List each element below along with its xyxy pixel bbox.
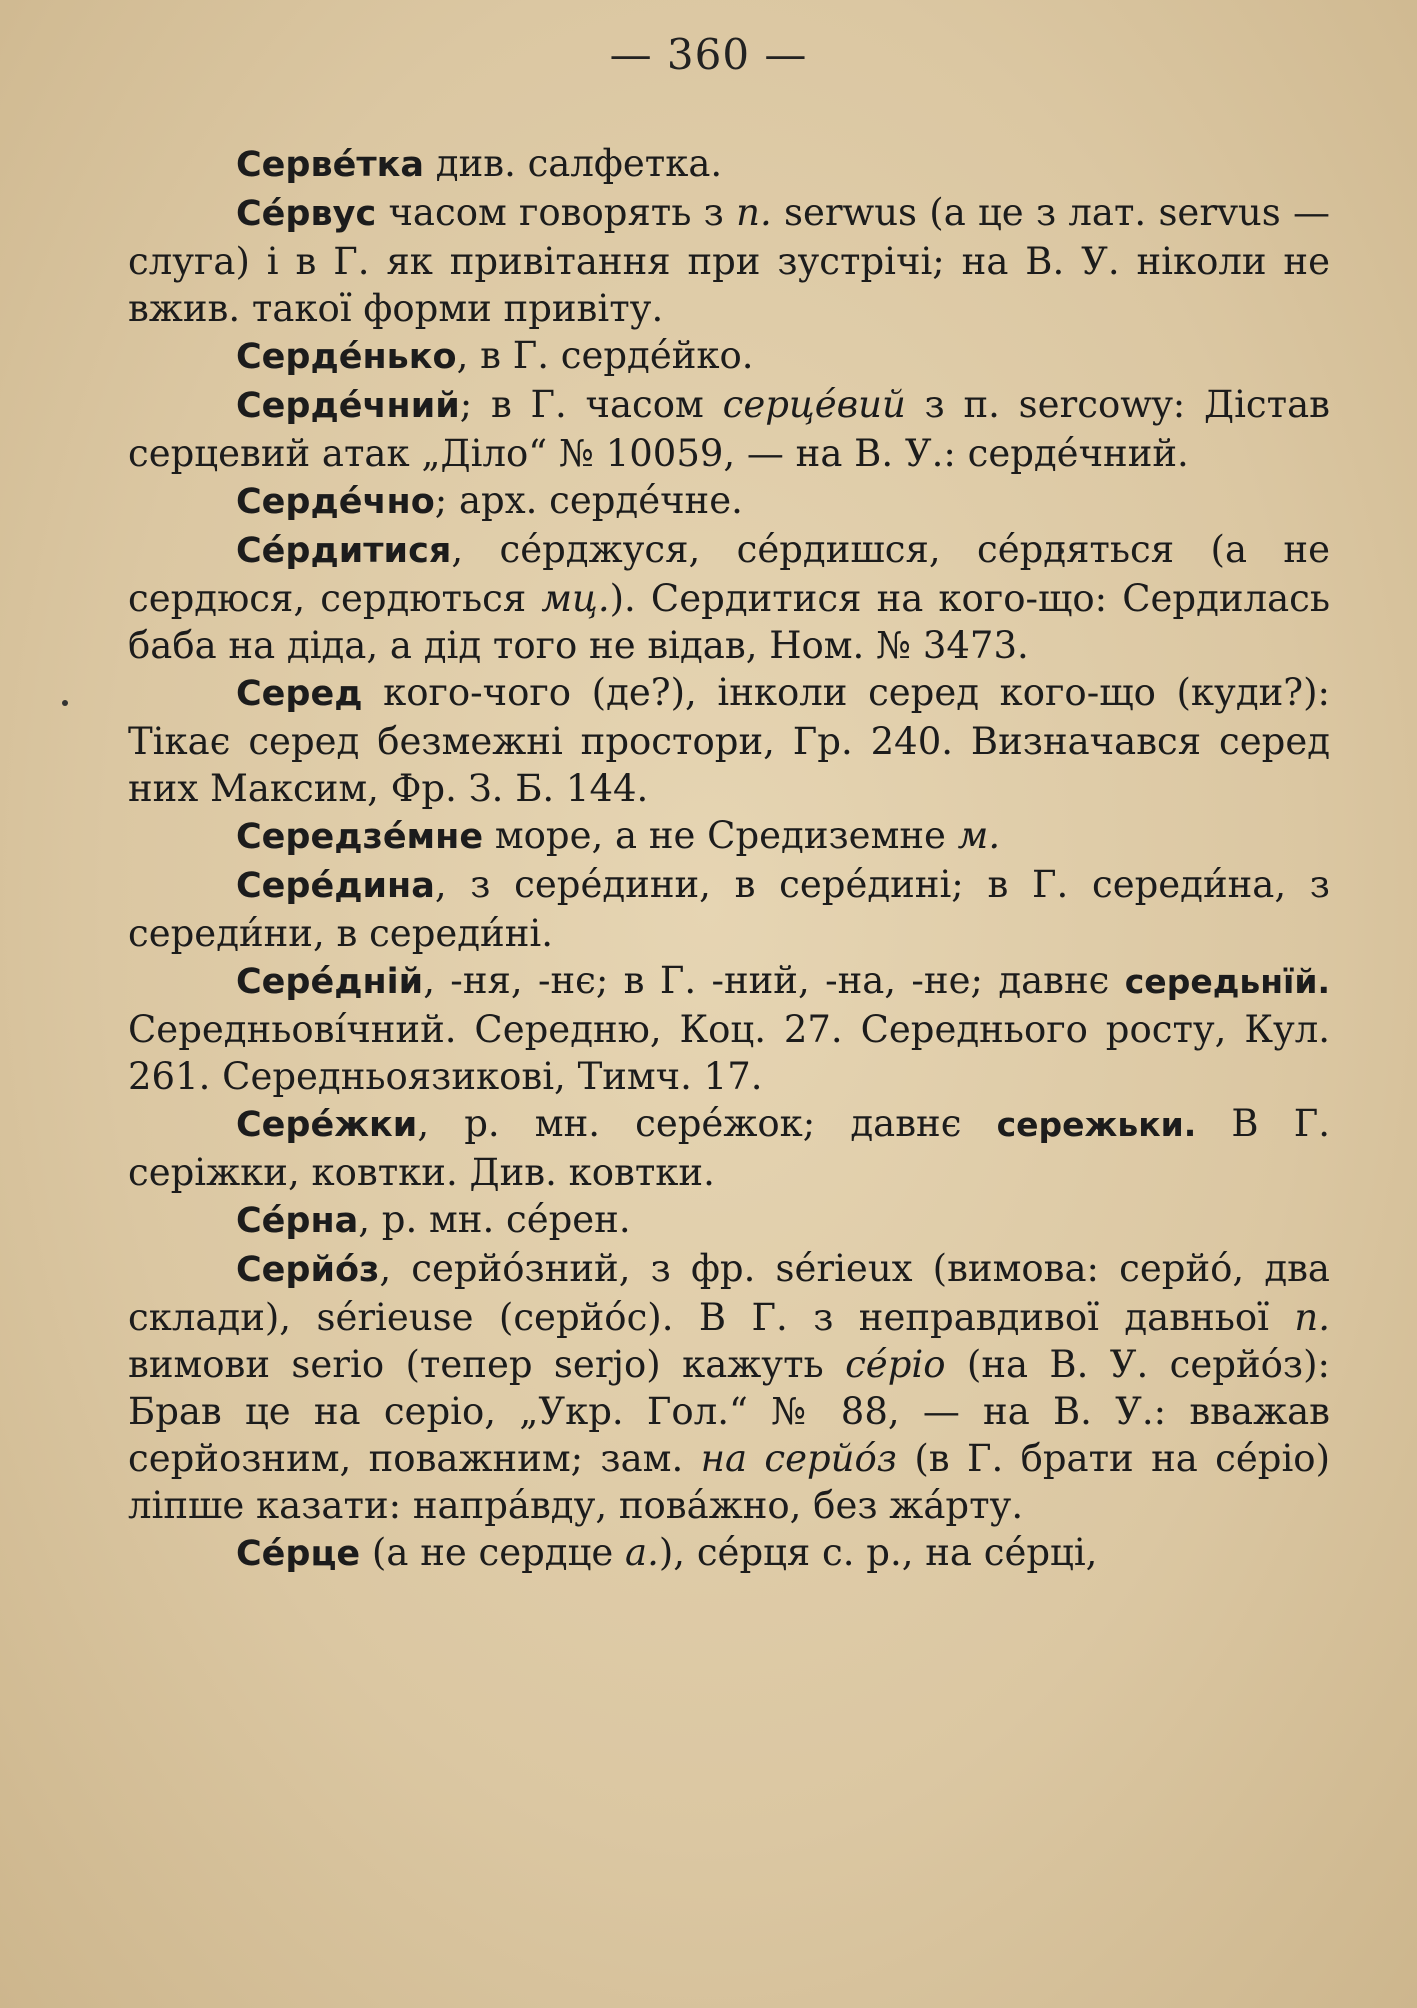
entry-text: див. салфетка. <box>424 142 723 185</box>
entry-headword: Середзе́мне <box>236 817 484 857</box>
entry-text: ), се́рця с. р., на се́рці, <box>658 1531 1098 1574</box>
entry-headword: Се́рце <box>236 1534 361 1574</box>
entry-headword: Се́рна <box>236 1201 359 1241</box>
entry-text: , в Г. серде́йко. <box>456 334 754 377</box>
entry-old-form: середьнїй. <box>1124 962 1330 1001</box>
entry-text: , серйо́зний, з фр. sérieux (вимова: серйо́, два склади), sérieuse (серйо́с). В Г. з неправдивої давньої <box>128 1247 1330 1339</box>
entry-text: ; арх. серде́чне. <box>434 479 743 522</box>
page-number: — 360 — <box>609 30 808 79</box>
dictionary-entry <box>128 140 1330 189</box>
entry-text: (в Г. брати на се́ріо) ліпше казати: напра́вду, пова́жно, без жа́рту. <box>128 1437 1331 1527</box>
dictionary-entry <box>128 332 1330 381</box>
entry-italic-abbrev: п. <box>736 191 772 234</box>
entry-text: serwus (а це з лат. servus — слуга) і в Г. як привітання при зустрічі; на В. У. ніколи не вжив. такої форми привіту. <box>128 191 1330 330</box>
dictionary-entry <box>128 1196 1330 1245</box>
dictionary-entry <box>128 1529 1330 1578</box>
dictionary-entry <box>128 957 1330 1100</box>
entry-headword: Серде́чно <box>236 482 435 522</box>
entry-headword: Се́рдитися <box>236 531 452 571</box>
entry-headword: Сере́жки <box>236 1105 418 1145</box>
entry-italic-abbrev: на серйо́з <box>700 1437 897 1480</box>
entry-text: вимови serio (тепер serjo) кажуть <box>128 1343 846 1386</box>
entry-text: , з сере́дини, в сере́дині; в Г. середи́на, з середи́ни, в середи́ні. <box>128 863 1330 955</box>
dictionary-entry <box>128 1100 1330 1196</box>
dictionary-entry <box>128 189 1330 332</box>
dictionary-entry <box>128 526 1330 669</box>
entry-headword: Серде́чний <box>236 386 460 426</box>
entry-headword: Серйо́з <box>236 1250 380 1290</box>
entry-headword: Сере́дина <box>236 866 435 906</box>
entry-italic-abbrev: серце́вий <box>722 383 906 426</box>
entry-italic-abbrev: а. <box>625 1531 659 1574</box>
dictionary-entry <box>128 669 1330 812</box>
dictionary-entry <box>128 1245 1330 1529</box>
entry-text: , р. мн. се́рен. <box>358 1198 631 1241</box>
entry-headword: Серед <box>236 674 363 714</box>
dictionary-entry <box>128 477 1330 526</box>
dictionary-entry <box>128 812 1330 861</box>
entry-italic-abbrev: се́ріо <box>845 1343 946 1386</box>
entry-headword: Серве́тка <box>236 145 425 185</box>
dictionary-entry <box>128 381 1330 477</box>
entry-text: з п. sercowy: Дістав серцевий атак „Діло“ № 10059, — на В. У.: серде́чний. <box>128 383 1330 475</box>
entry-text: ). Сердитися на кого-що: Сердилась баба на діда, а дід того не відав, Ном. № 3473. <box>128 577 1330 667</box>
entry-italic-abbrev: п. <box>1294 1296 1330 1339</box>
dictionary-entry <box>128 861 1330 957</box>
entry-text: (на В. У. серйо́з): Брав це на серіо, „Укр. Гол.“ № 88, — на В. У.: вважав серйозним, поважним; зам. <box>128 1343 1330 1480</box>
entry-text: , -ня, -нє; в Г. -ний, -на, -не; давнє <box>423 959 1125 1002</box>
entry-text: В Г. серіжки, ковтки. Див. ковтки. <box>128 1102 1330 1194</box>
entry-text: море, а не Средиземне <box>483 814 958 857</box>
entry-headword: Се́рвус <box>236 194 377 234</box>
entry-old-form: сережьки. <box>996 1105 1197 1144</box>
entry-text: ; в Г. часом <box>459 383 723 426</box>
entry-text: часом говорять з <box>376 191 737 234</box>
dictionary-entries <box>128 140 1330 1578</box>
entry-text: кого-чого (де?), інколи серед кого-що (куди?): Тікає серед безмежні простори, Гр. 240. Визначався серед них Максим, Фр. З. Б. 144. <box>128 671 1330 810</box>
entry-text: , р. мн. сере́жок; давнє <box>417 1102 997 1145</box>
entry-text: (а не сердце <box>360 1531 626 1574</box>
entry-text: Середньові́чний. Середню, Коц. 27. Середнього росту, Кул. 261. Середньоязикові, Тимч. 17. <box>128 1008 1330 1098</box>
entry-headword: Серде́нько <box>236 337 457 377</box>
entry-text: , се́рджуся, се́рдишся, се́рдяться (а не сердюся, сердються <box>128 528 1330 620</box>
entry-italic-abbrev: м. <box>957 814 1001 857</box>
ink-speck <box>62 700 68 706</box>
entry-italic-abbrev: мц. <box>541 577 610 620</box>
entry-headword: Сере́дній <box>236 962 424 1002</box>
